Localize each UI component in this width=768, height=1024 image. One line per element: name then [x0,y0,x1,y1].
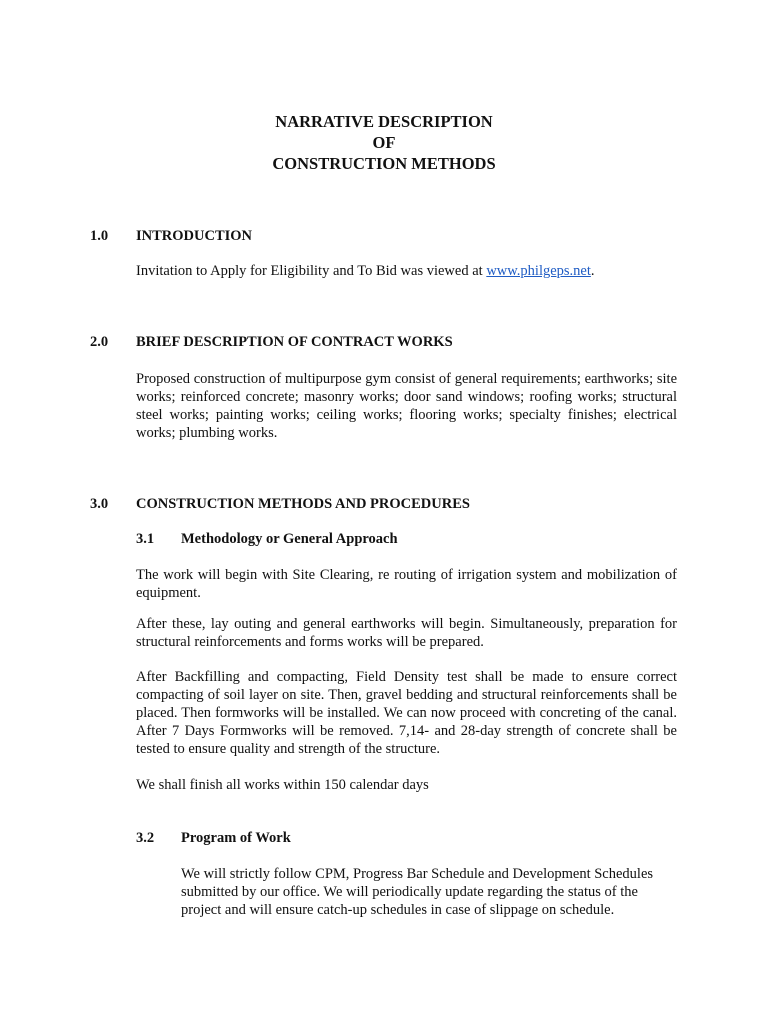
subsection-3-2-heading: Program of Work [181,830,291,846]
subsection-3-2-number: 3.2 [136,830,155,846]
section-1-paragraph [136,262,677,280]
section-3-number: 3.0 [90,496,109,512]
document-title-line-2: OF [372,133,396,152]
section-3-heading: CONSTRUCTION METHODS AND PROCEDURES [136,496,470,512]
section-2-number: 2.0 [90,334,109,350]
subsection-3-1-paragraph-3: After Backfilling and compacting, Field Density test shall be made to ensure correct compacting of soil layer on site. Then, gravel bedding and structural reinforcements shall be placed. Then formworks will be installed. We can now proceed with concreting of the canal. After 7 Days Formworks will be removed. 7,14- and 28-day strength of concrete shall be tested to ensure quality and strength of the structure. [136,669,677,757]
philgeps-link[interactable]: www.philgeps.net [486,263,591,279]
section-2-heading: BRIEF DESCRIPTION OF CONTRACT WORKS [136,334,453,350]
subsection-3-1-paragraph-2: After these, lay outing and general earthworks will begin. Simultaneously, preparation for structural reinforcements and forms works will be prepared. [136,616,677,650]
section-1-text: Invitation to Apply for Eligibility and To Bid was viewed at [136,263,487,279]
subsection-3-1-number: 3.1 [136,531,155,547]
document-title-line-1: NARRATIVE DESCRIPTION [275,112,493,131]
subsection-3-1-paragraph-4: We shall finish all works within 150 calendar days [136,777,429,793]
document-title-line-3: CONSTRUCTION METHODS [272,154,496,173]
subsection-3-1-paragraph-1: The work will begin with Site Clearing, re routing of irrigation system and mobilization of equipment. [136,567,677,601]
subsection-3-1-heading: Methodology or General Approach [181,531,398,547]
section-1-text-end: . [590,263,595,279]
section-2-paragraph: Proposed construction of multipurpose gym consist of general requirements; earthworks; site works; reinforced concrete; masonry works; door sand windows; roofing works; structural steel works; painting works; ceiling works; flooring works; specialty finishes; electrical works; plumbing works. [136,371,677,441]
section-1-heading: INTRODUCTION [136,228,253,244]
section-1-number: 1.0 [90,228,109,244]
subsection-3-2-paragraph-1: We will strictly follow CPM, Progress Bar Schedule and Development Schedules submitted by our office. We will periodically update regarding the status of the project and will ensure catch-up schedules in case of slippage on schedule. [181,866,654,918]
